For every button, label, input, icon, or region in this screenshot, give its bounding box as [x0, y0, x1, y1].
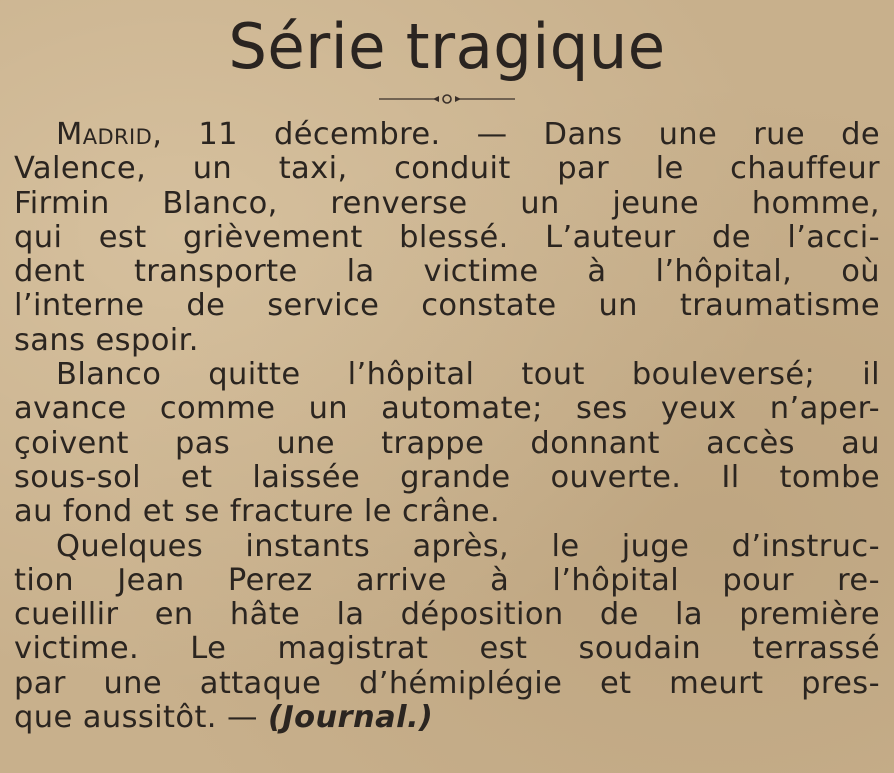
text-line: Quelques instants après, le juge d’instruc-: [56, 528, 880, 564]
text-line: Blanco quitte l’hôpital tout bouleversé; il: [56, 357, 880, 393]
ornament-divider: [377, 92, 517, 106]
text-line: çoivent pas une trappe donnant accès au: [14, 425, 880, 461]
dateline-city: Madrid: [56, 117, 153, 152]
text-line-content: , 11 décembre. — Dans une rue de: [152, 117, 880, 152]
text-line: sans espoir.: [14, 322, 199, 358]
text-line: victime. Le magistrat est soudain terrassé: [14, 631, 880, 667]
text-line-content: que aussitôt. —: [14, 700, 268, 736]
text-line: qui est grièvement blessé. L’auteur de l’acci-: [14, 219, 880, 255]
paragraph-2: [14, 358, 880, 529]
paragraph-1: [14, 118, 880, 358]
text-line: sous-sol et laissée grande ouverte. Il tombe: [14, 459, 880, 495]
article-title: Série tragique: [228, 10, 666, 83]
text-line: l’interne de service constate un traumatisme: [14, 288, 880, 324]
text-line: avance comme un automate; ses yeux n’aper-: [14, 391, 880, 427]
text-line: par une attaque d’hémiplégie et meurt pres-: [14, 665, 880, 701]
text-line: dent transporte la victime à l’hôpital, où: [14, 254, 880, 290]
text-line: [14, 701, 880, 735]
source-credit: (Journal.): [268, 700, 434, 736]
text-line: Valence, un taxi, conduit par le chauffeur: [14, 151, 880, 187]
article-body: [14, 118, 880, 735]
text-line: tion Jean Perez arrive à l’hôpital pour re-: [14, 562, 880, 598]
text-line: cueillir en hâte la déposition de la première: [14, 597, 880, 633]
text-line: [14, 118, 880, 152]
paragraph-3: [14, 530, 880, 736]
text-line: au fond et se fracture le crâne.: [14, 494, 501, 530]
text-line: Firmin Blanco, renverse un jeune homme,: [14, 185, 880, 221]
